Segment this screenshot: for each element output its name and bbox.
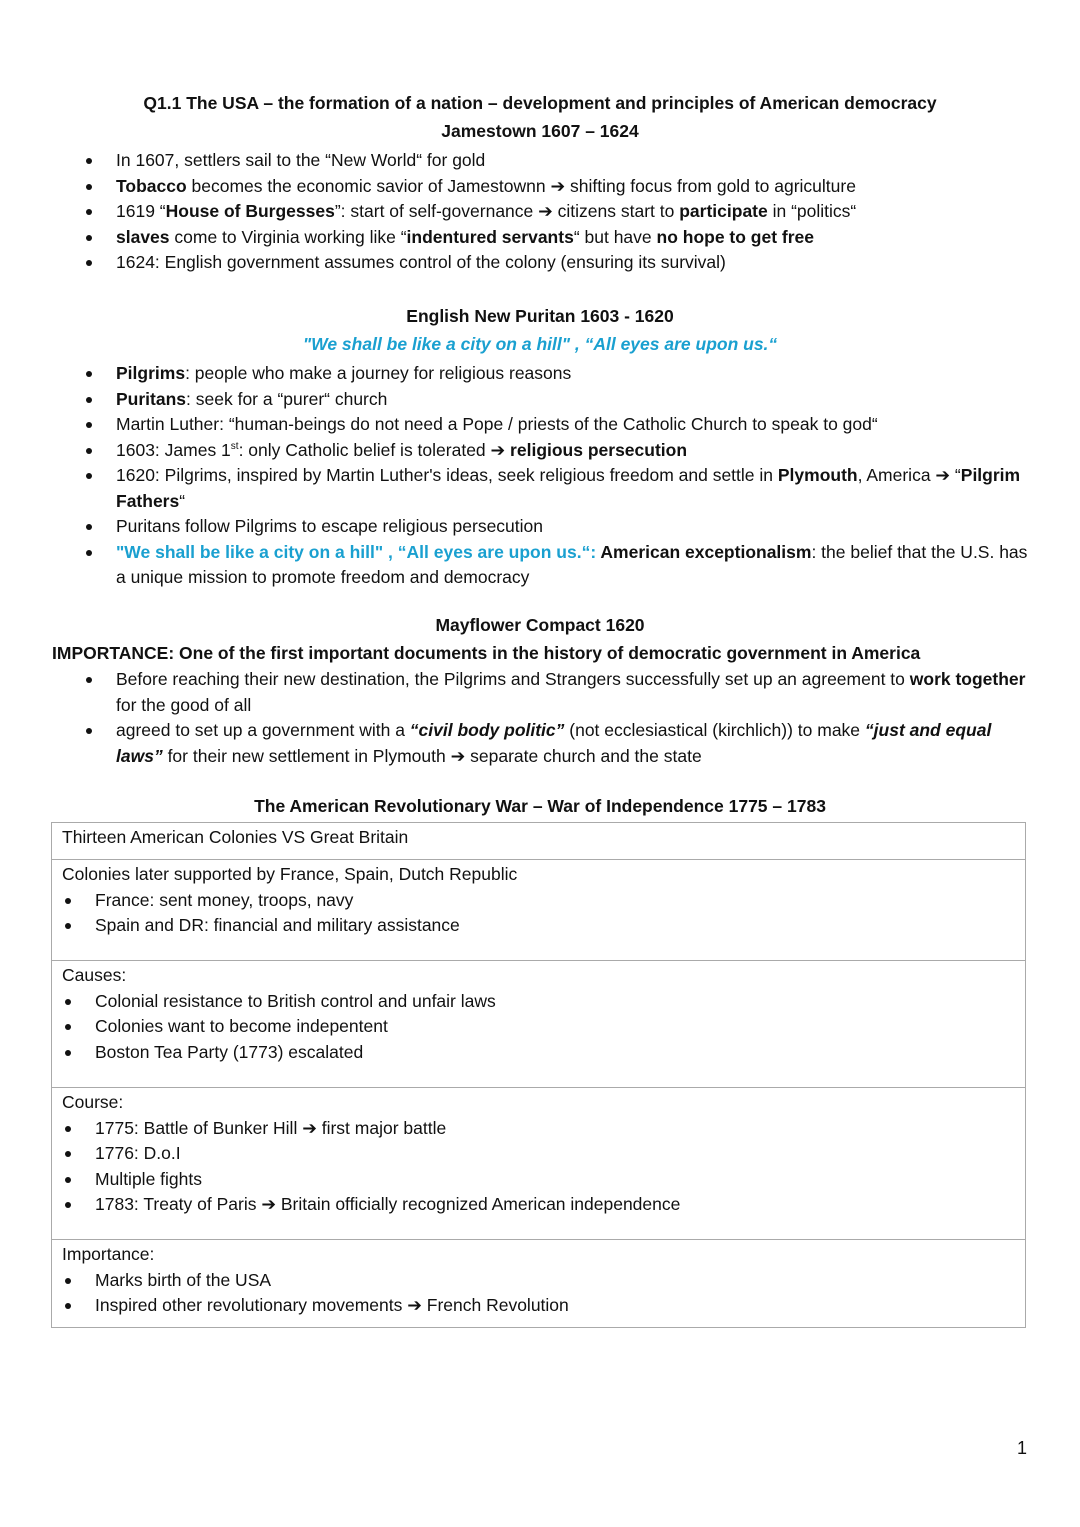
text-run: 1603: James 1 xyxy=(116,439,231,460)
text-run: 1619 “ xyxy=(116,201,166,221)
bullet-item xyxy=(0,361,1080,387)
text-run: Pilgrim Fathers xyxy=(116,465,1021,511)
table-bullet: Inspired other revolutionary movements ➔ French Revolution xyxy=(62,1293,1015,1319)
table-row xyxy=(52,1240,1026,1328)
bullet-item xyxy=(0,250,1080,276)
text-run: religious persecution xyxy=(510,439,688,460)
text-run: , America ➔ “ xyxy=(857,465,961,485)
row-label: Course: xyxy=(62,1092,124,1112)
text-run: for their new settlement in Plymouth ➔ separate church and the state xyxy=(162,745,702,766)
text-run: American exceptionalism xyxy=(596,541,812,562)
table-bullet: 1783: Treaty of Paris ➔ Britain officially recognized American independence xyxy=(62,1192,1015,1218)
table-bullet: Colonies want to become indepentent xyxy=(62,1014,1015,1040)
section-heading-mayflower: Mayflower Compact 1620 xyxy=(435,615,645,635)
table-bullet: 1776: D.o.I xyxy=(62,1141,1015,1167)
bullet-item xyxy=(0,199,1080,225)
text-run: Puritans follow Pilgrims to escape religious persecution xyxy=(116,516,544,536)
table-row xyxy=(52,823,1026,860)
bullet-item xyxy=(0,387,1080,413)
table-bullet: Colonial resistance to British control and unfair laws xyxy=(62,989,1015,1015)
table-bullet: Multiple fights xyxy=(62,1167,1015,1193)
table-row xyxy=(52,1088,1026,1240)
text-run: : seek for a “purer“ church xyxy=(186,388,388,409)
text-run: work together xyxy=(909,669,1026,689)
text-run: “just and equal laws” xyxy=(116,720,992,766)
text-run: “ xyxy=(179,490,186,511)
text-run: : people who make a journey for religious reasons xyxy=(185,363,572,383)
bullet-item xyxy=(0,148,1080,174)
text-run: Pilgrims xyxy=(116,363,186,383)
section-heading-jamestown: Jamestown 1607 – 1624 xyxy=(441,121,639,141)
bullet-item xyxy=(0,540,1080,591)
text-run: Tobacco xyxy=(116,175,187,196)
puritan-list xyxy=(0,361,1080,591)
bullet-item xyxy=(0,412,1080,438)
table-bullet: Marks birth of the USA xyxy=(62,1268,1015,1294)
text-run: "We shall be like a city on a hill" , “All eyes are upon us.“: xyxy=(116,541,597,562)
row-label: Colonies later supported by France, Spain, Dutch Republic xyxy=(62,864,518,884)
text-run: becomes the economic savior of Jamestownn ➔ shifting focus from gold to agriculture xyxy=(186,175,856,196)
text-run: participate xyxy=(679,201,768,221)
table-bullet: 1775: Battle of Bunker Hill ➔ first major battle xyxy=(62,1116,1015,1142)
bullet-item xyxy=(0,667,1080,718)
page-title: Q1.1 The USA – the formation of a nation – development and principles of American democracy xyxy=(143,93,937,113)
text-run: “civil body politic” xyxy=(409,720,565,740)
text-run: 1620: Pilgrims, inspired by Martin Luther's ideas, seek religious freedom and settle in xyxy=(116,465,778,485)
table-bullet: Boston Tea Party (1773) escalated xyxy=(62,1040,1015,1066)
section-heading-puritan: English New Puritan 1603 - 1620 xyxy=(406,306,674,326)
table-row xyxy=(52,860,1026,961)
text-run: “ but have xyxy=(573,226,657,247)
page-number: 1 xyxy=(1017,1438,1028,1458)
bullet-item xyxy=(0,438,1080,464)
text-run: (not ecclesiastical (kirchlich)) to make xyxy=(564,720,865,740)
text-run: come to Virginia working like “ xyxy=(169,226,407,247)
text-run: 1624: English government assumes control of the colony (ensuring its survival) xyxy=(116,252,726,272)
text-run: House of Burgesses xyxy=(165,201,335,221)
puritan-quote: "We shall be like a city on a hill" , “All eyes are upon us.“ xyxy=(302,334,778,354)
table-cell xyxy=(52,860,1026,961)
table-cell xyxy=(52,1088,1026,1240)
text-run: slaves xyxy=(116,226,170,247)
text-run: Martin Luther: “human-beings do not need a Pope / priests of the Catholic Church to speak to god“ xyxy=(116,414,878,434)
table-cell xyxy=(52,961,1026,1088)
mayflower-importance: IMPORTANCE: One of the first important documents in the history of democratic government in America xyxy=(52,643,921,663)
jamestown-list xyxy=(0,148,1080,276)
row-label: Causes: xyxy=(62,965,127,985)
mayflower-list xyxy=(0,667,1080,769)
text-run: st xyxy=(230,440,239,452)
text-run: Before reaching their new destination, the Pilgrims and Strangers successfully set up an agreement to xyxy=(116,669,910,689)
text-run: no hope to get free xyxy=(656,226,815,247)
table-cell xyxy=(52,823,1026,860)
text-run: Plymouth xyxy=(777,465,858,485)
table-row xyxy=(52,961,1026,1088)
bullet-item xyxy=(0,174,1080,200)
text-run: : the belief that the U.S. has a unique mission to promote freedom and democracy xyxy=(116,541,1028,587)
revolution-table xyxy=(51,822,1026,1328)
row-label: Thirteen American Colonies VS Great Britain xyxy=(62,827,409,847)
table-bullet: Spain and DR: financial and military assistance xyxy=(62,913,1015,939)
text-run: ”: start of self-governance ➔ citizens start to xyxy=(334,201,680,221)
text-run: in “politics“ xyxy=(767,201,857,221)
bullet-item xyxy=(0,463,1080,514)
text-run: agreed to set up a government with a xyxy=(116,720,410,740)
text-run: Puritans xyxy=(116,388,187,409)
table-bullet: France: sent money, troops, navy xyxy=(62,888,1015,914)
row-label: Importance: xyxy=(62,1244,155,1264)
text-run: for the good of all xyxy=(116,694,252,715)
bullet-item xyxy=(0,514,1080,540)
text-run: : only Catholic belief is tolerated ➔ xyxy=(238,439,511,460)
bullet-item xyxy=(0,225,1080,251)
bullet-item xyxy=(0,718,1080,769)
table-cell xyxy=(52,1240,1026,1328)
text-run: indentured servants xyxy=(406,226,574,247)
section-heading-revolution: The American Revolutionary War – War of Independence 1775 – 1783 xyxy=(254,796,826,816)
text-run: In 1607, settlers sail to the “New World“ for gold xyxy=(116,150,486,170)
